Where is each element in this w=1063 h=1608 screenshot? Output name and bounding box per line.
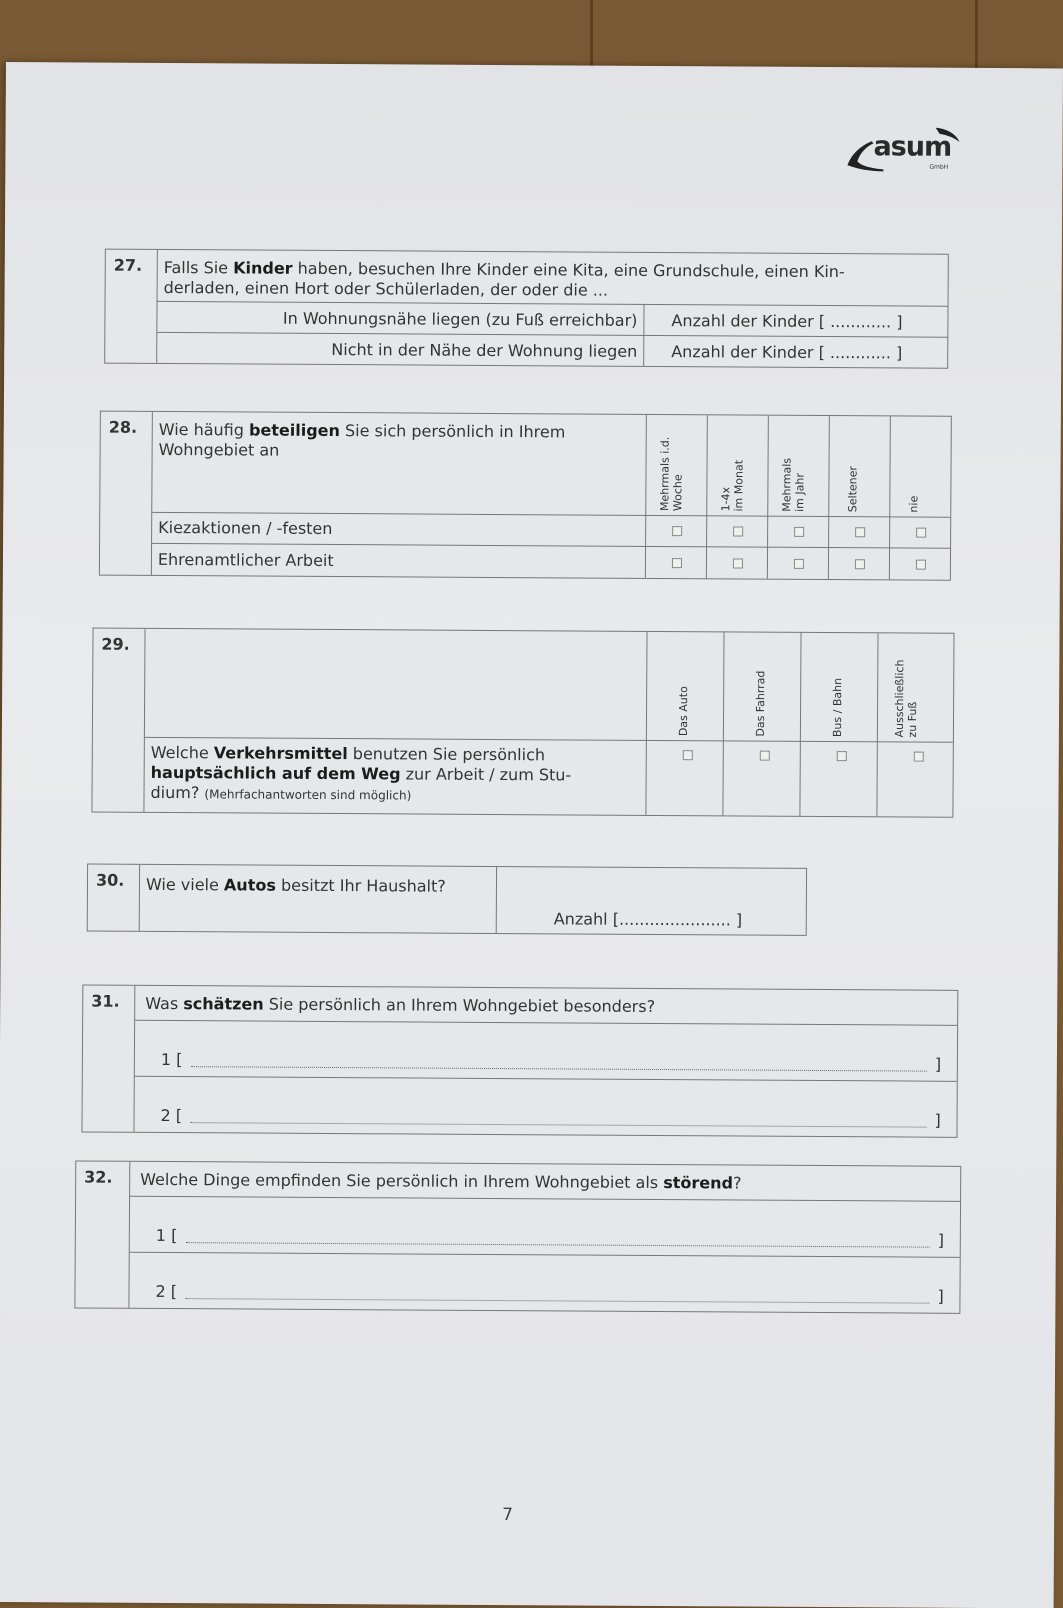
answer-line-close: ] <box>937 1230 945 1250</box>
checkbox[interactable] <box>672 558 682 568</box>
answer-row-label: Nicht in der Nähe der Wohnung liegen <box>331 339 638 361</box>
question-number: 30. <box>88 865 140 931</box>
activity-row-label: Kiezaktionen / -festen <box>158 517 333 539</box>
checkbox[interactable] <box>855 559 865 569</box>
question-29 <box>91 628 954 818</box>
transport-column-header: Bus / Bahn <box>830 677 845 738</box>
answer-line-label: 1 [ <box>155 1225 178 1246</box>
answer-line-2[interactable] <box>185 1298 929 1304</box>
answer-line-label: 1 [ <box>160 1049 183 1070</box>
question-number: 28. <box>100 412 153 575</box>
answer-row-label: In Wohnungsnähe liegen (zu Fuß erreichbar) <box>282 308 638 330</box>
frequency-column-header: Mehrmals i.d. Woche <box>658 436 685 512</box>
table-edge <box>975 0 978 70</box>
children-count-near-field[interactable]: Anzahl der Kinder [ ............ ] <box>671 311 903 332</box>
frequency-column-header: nie <box>907 495 921 513</box>
page-number: 7 <box>502 1505 514 1526</box>
question-number: 31. <box>82 985 135 1131</box>
checkbox[interactable] <box>733 526 743 536</box>
transport-column-header: Das Fahrrad <box>753 670 768 737</box>
question-text: Wie viele Autos besitzt Ihr Haushalt? <box>145 874 446 896</box>
car-count-field[interactable]: Anzahl [...................... ] <box>553 909 743 930</box>
answer-line-close: ] <box>934 1110 941 1130</box>
question-text: Welche Dinge empfinden Sie persönlich in Ihrem Wohngebiet als störend? <box>140 1169 742 1193</box>
question-text: Wie häufig beteiligen Sie sich persönlich in Ihrem Wohngebiet an <box>158 419 566 460</box>
frequency-column-header: 1-4x im Monat <box>719 459 746 512</box>
checkbox[interactable] <box>916 528 926 538</box>
question-28 <box>99 411 952 581</box>
checkbox[interactable] <box>683 750 693 760</box>
activity-row-label: Ehrenamtlicher Arbeit <box>157 549 334 571</box>
checkbox[interactable] <box>916 560 926 570</box>
answer-line-close: ] <box>934 1054 942 1074</box>
question-text: Falls Sie Kinder haben, besuchen Ihre Kinder eine Kita, eine Grundschule, einen Kin- derladen, einen Hort oder Schülerladen, der oder die ... <box>163 257 845 300</box>
children-count-far-field[interactable]: Anzahl der Kinder [ ............ ] <box>671 342 903 363</box>
checkbox[interactable] <box>794 559 804 569</box>
checkbox[interactable] <box>794 527 804 537</box>
answer-line-2[interactable] <box>191 1122 927 1127</box>
questionnaire-page <box>0 62 1063 1608</box>
question-text: Welche Verkehrsmittel benutzen Sie persönlich hauptsächlich auf dem Weg zur Arbeit / zum Stu- dium? (Mehrfachantworten sind möglich) <box>150 742 572 803</box>
checkbox[interactable] <box>733 558 743 568</box>
logo-wordmark: asum <box>873 131 952 163</box>
question-32 <box>74 1160 961 1313</box>
checkbox[interactable] <box>914 752 924 762</box>
question-number: 27. <box>105 250 158 363</box>
question-30 <box>87 864 807 936</box>
answer-line-1[interactable] <box>186 1242 930 1248</box>
checkbox[interactable] <box>855 527 865 537</box>
transport-column-header: Das Auto <box>676 686 691 737</box>
answer-line-1[interactable] <box>191 1066 927 1071</box>
transport-column-header: Ausschließlich zu Fuß <box>892 659 920 738</box>
question-31 <box>81 984 958 1137</box>
checkbox[interactable] <box>837 751 847 761</box>
question-27 <box>104 249 949 369</box>
checkbox[interactable] <box>760 751 770 761</box>
frequency-column-header: Mehrmals im Jahr <box>780 457 807 512</box>
question-text: Was schätzen Sie persönlich an Ihrem Wohngebiet besonders? <box>145 993 656 1016</box>
answer-line-label: 2 [ <box>155 1281 178 1302</box>
question-number: 32. <box>75 1161 130 1307</box>
frequency-column-header: Seltener <box>846 465 860 513</box>
asum-logo <box>843 127 983 188</box>
question-number: 29. <box>92 629 145 812</box>
answer-line-label: 2 [ <box>160 1105 183 1126</box>
answer-line-close: ] <box>937 1286 944 1306</box>
checkbox[interactable] <box>672 526 682 536</box>
logo-subtitle: GmbH <box>929 163 949 171</box>
table-edge <box>590 0 593 70</box>
